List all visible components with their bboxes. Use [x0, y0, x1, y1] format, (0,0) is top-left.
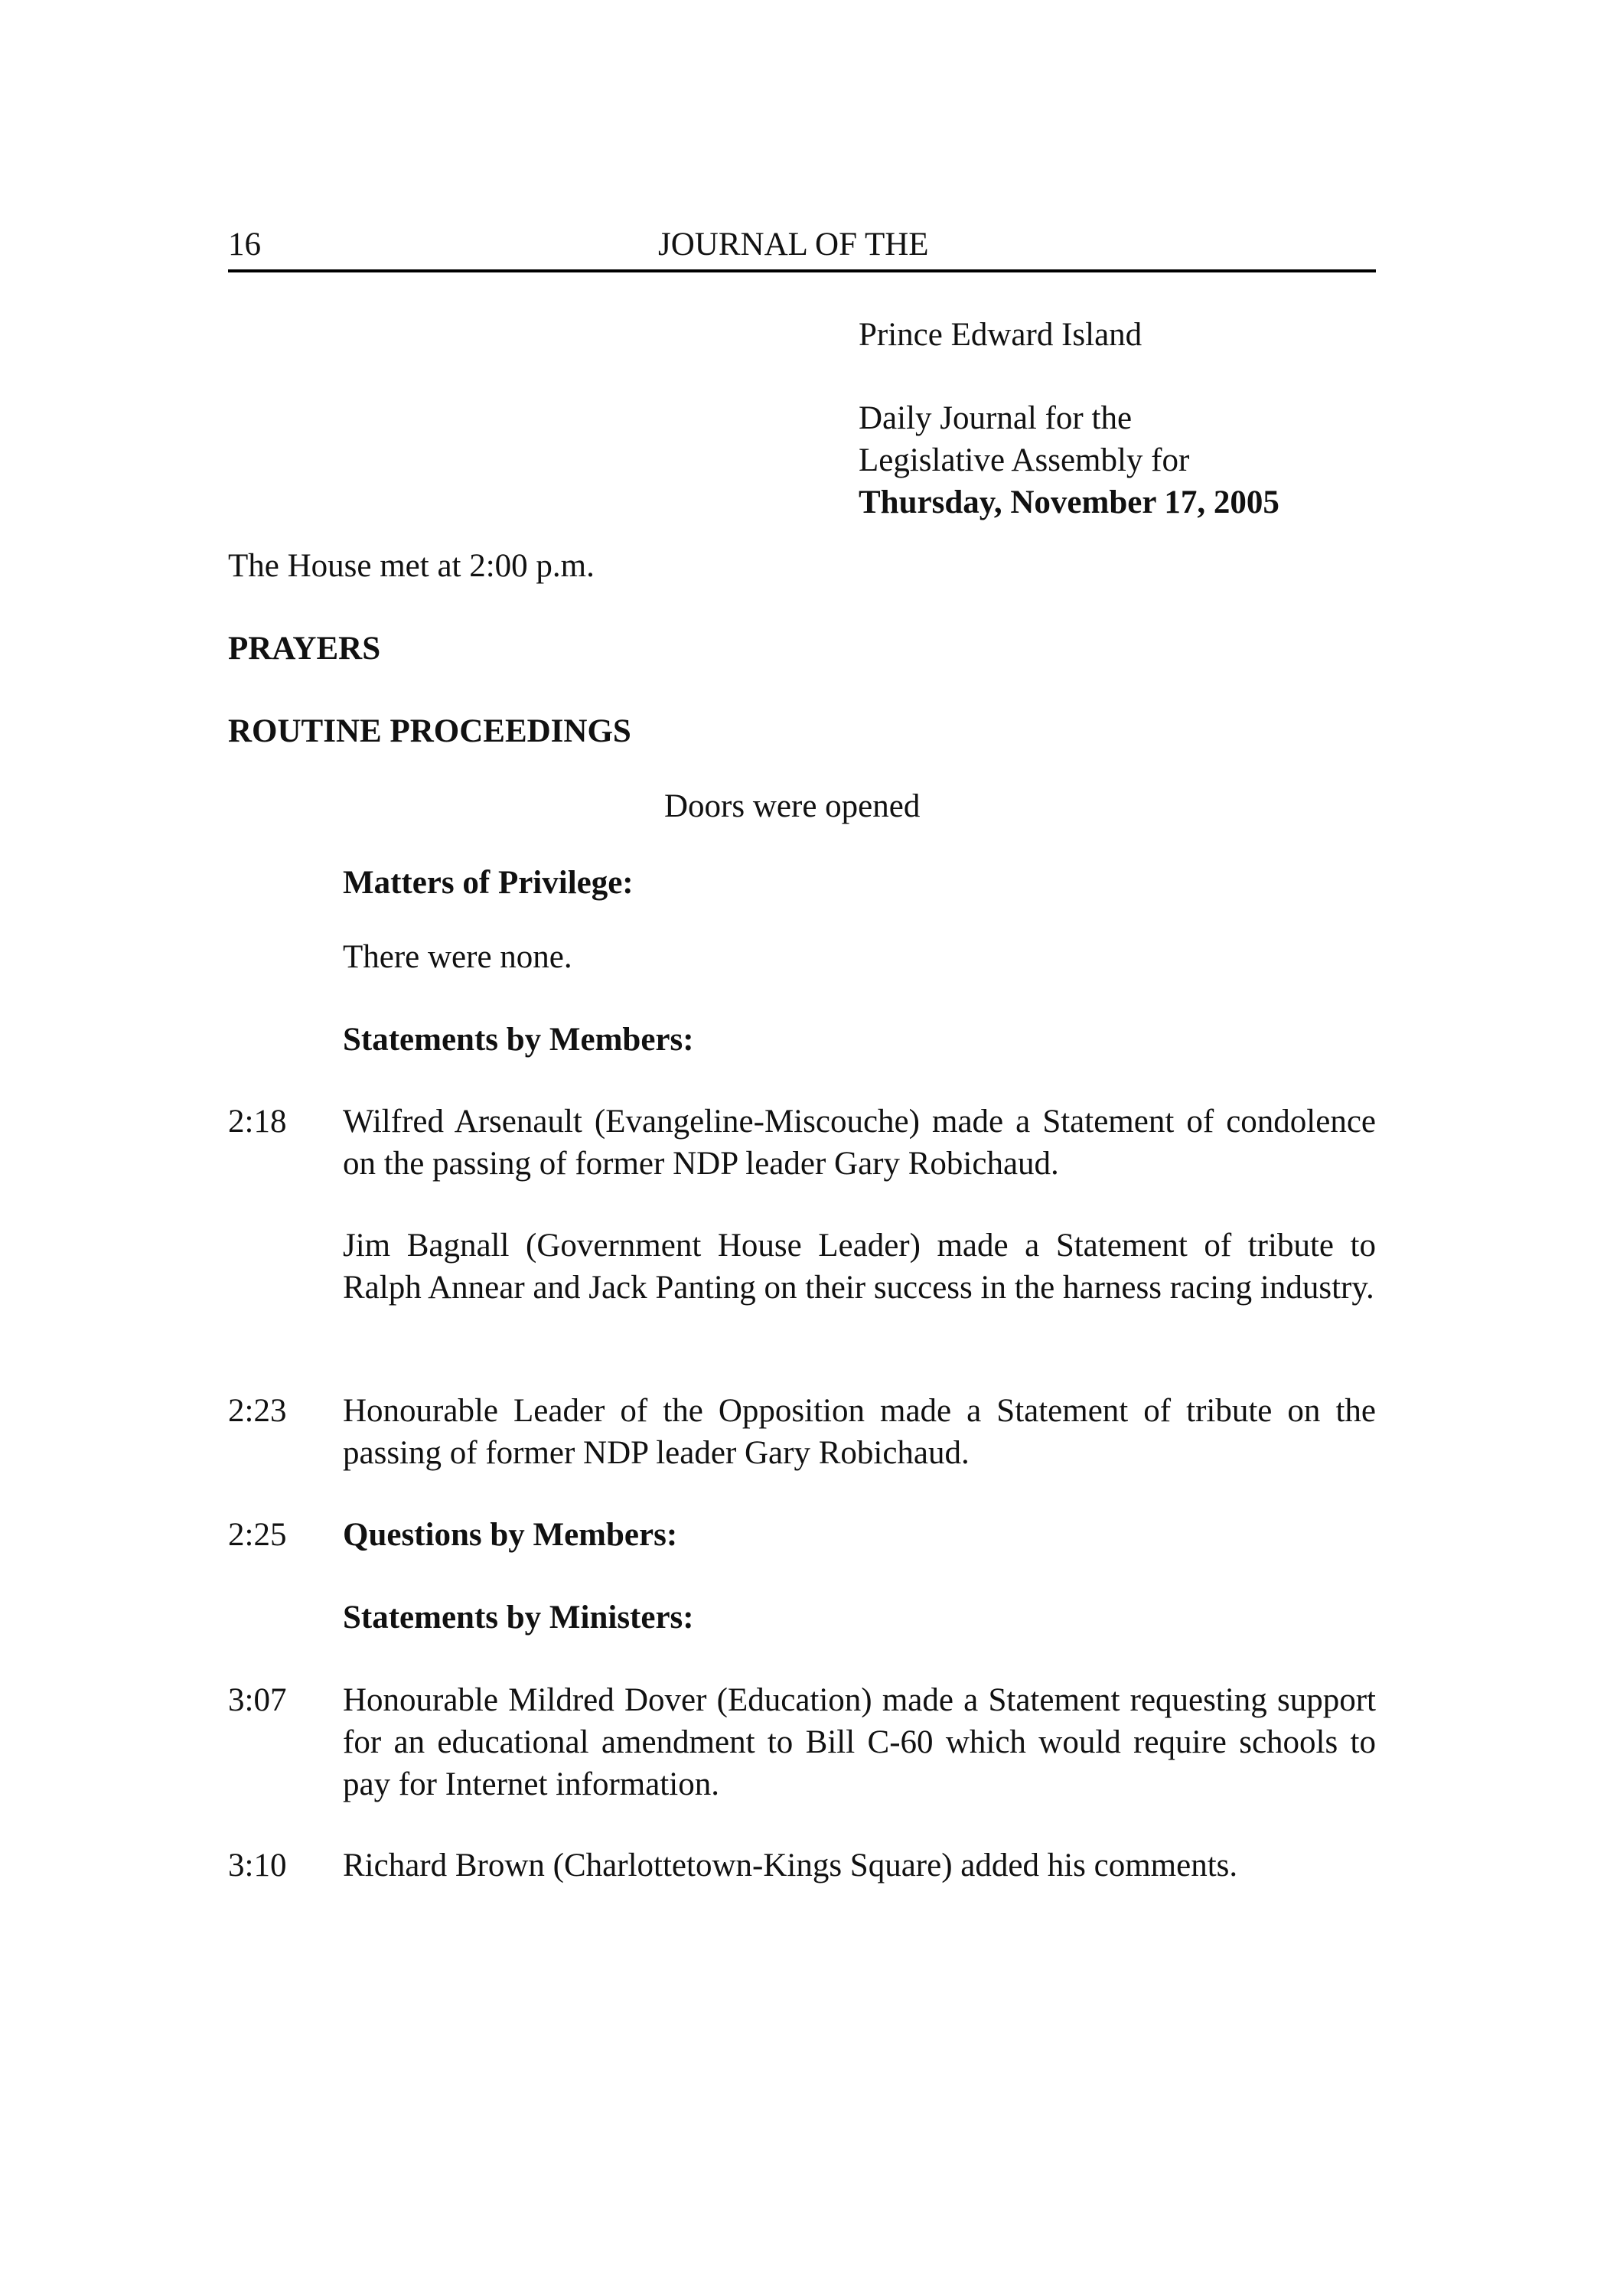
province-name: Prince Edward Island — [859, 317, 1143, 353]
entry-time: 2:18 — [228, 1104, 287, 1140]
privilege-text: There were none. — [343, 939, 572, 975]
privilege-heading: Matters of Privilege: — [343, 865, 634, 901]
header-title: JOURNAL OF THE — [658, 227, 929, 263]
entry-time: 3:10 — [228, 1848, 287, 1883]
page-number: 16 — [228, 227, 261, 263]
entry-time: 2:25 — [228, 1517, 287, 1553]
entry-time: 3:07 — [228, 1682, 287, 1718]
statements-ministers-heading: Statements by Ministers: — [343, 1600, 694, 1636]
journal-line-2: Legislative Assembly for — [859, 442, 1190, 478]
entry-text: Jim Bagnall (Government House Leader) made a Statement of tribute to Ralph Annear and Jack Panting on their success in the harness racing industry. — [343, 1228, 1376, 1306]
title-block — [859, 314, 1279, 523]
entry-text: Wilfred Arsenault (Evangeline-Miscouche) made a Statement of condolence on the passing of former NDP leader Gary Robichaud. — [343, 1104, 1376, 1182]
entry-time: 2:23 — [228, 1393, 287, 1429]
statements-members-heading: Statements by Members: — [343, 1022, 694, 1058]
entry-text: Richard Brown (Charlottetown-Kings Square) added his comments. — [343, 1848, 1238, 1883]
routine-proceedings-heading: ROUTINE PROCEEDINGS — [228, 713, 631, 749]
journal-line-1: Daily Journal for the — [859, 400, 1133, 436]
running-header — [228, 223, 1376, 272]
prayers-heading: PRAYERS — [228, 631, 381, 667]
doors-opened-line: Doors were opened — [664, 788, 921, 824]
questions-heading: Questions by Members: — [343, 1517, 678, 1553]
entry-text: Honourable Mildred Dover (Education) made a Statement requesting support for an educational amendment to Bill C-60 which would require schools to pay for Internet information. — [343, 1682, 1376, 1802]
entry-text: Honourable Leader of the Opposition made a Statement of tribute on the passing of former NDP leader Gary Robichaud. — [343, 1393, 1376, 1471]
opening-line: The House met at 2:00 p.m. — [228, 548, 595, 584]
sitting-date: Thursday, November 17, 2005 — [859, 484, 1279, 520]
